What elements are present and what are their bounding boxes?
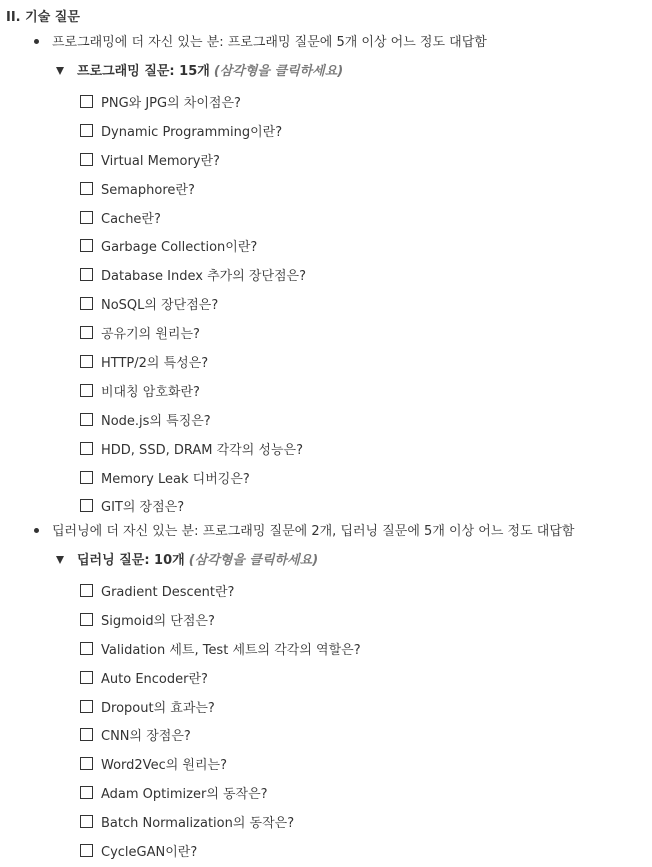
programming-question-list <box>80 87 306 520</box>
checklist-item-label: Node.js의 특징은? <box>101 413 211 429</box>
checklist-item <box>80 692 361 721</box>
checklist-item <box>80 203 306 232</box>
checklist-item <box>80 434 306 463</box>
checkbox[interactable] <box>80 239 93 252</box>
summary-title: 프로그래밍 질문: 15개 <box>77 64 210 79</box>
checklist-item-label: CycleGAN이란? <box>101 844 198 860</box>
checklist-item-label: Word2Vec의 원리는? <box>101 758 227 774</box>
checklist-item-label: 비대칭 암호화란? <box>101 384 200 400</box>
summary-hint: (삼각형을 클릭하세요) <box>188 553 319 568</box>
checklist-item-label: NoSQL의 장단점은? <box>101 298 219 314</box>
checkbox[interactable] <box>80 786 93 799</box>
checkbox[interactable] <box>80 413 93 426</box>
checklist-item <box>80 260 306 289</box>
checklist-item <box>80 491 306 520</box>
summary-title: 딥러닝 질문: 10개 <box>77 553 185 568</box>
checklist-item <box>80 836 361 865</box>
checklist-item <box>80 289 306 318</box>
checklist-item-label: Validation 세트, Test 세트의 각각의 역할은? <box>101 642 361 658</box>
checklist-item <box>80 116 306 145</box>
checklist-item <box>80 749 361 778</box>
checkbox[interactable] <box>80 471 93 484</box>
bullet-item-programming <box>34 33 487 53</box>
checklist-item-label: Semaphore란? <box>101 182 195 198</box>
checkbox[interactable] <box>80 268 93 281</box>
checklist-item <box>80 231 306 260</box>
bullet-item-deep-learning <box>34 522 574 542</box>
checkbox[interactable] <box>80 442 93 455</box>
checklist-item <box>80 807 361 836</box>
details-summary-programming[interactable] <box>56 62 343 82</box>
checklist-item <box>80 634 361 663</box>
checklist-item-label: Virtual Memory란? <box>101 153 220 169</box>
checklist-item-label: Memory Leak 디버깅은? <box>101 471 250 487</box>
checklist-item-label: HDD, SSD, DRAM 각각의 성능은? <box>101 442 303 458</box>
checkbox[interactable] <box>80 95 93 108</box>
checklist-item-label: GIT의 장점은? <box>101 500 185 516</box>
checklist-item-label: PNG와 JPG의 차이점은? <box>101 95 241 111</box>
checklist-item <box>80 605 361 634</box>
checkbox[interactable] <box>80 642 93 655</box>
checkbox[interactable] <box>80 211 93 224</box>
checkbox[interactable] <box>80 297 93 310</box>
checklist-item-label: Dropout의 효과는? <box>101 700 215 716</box>
checklist-item-label: Batch Normalization의 동작은? <box>101 816 295 832</box>
checkbox[interactable] <box>80 815 93 828</box>
checklist-item <box>80 174 306 203</box>
section-heading: II. 기술 질문 <box>6 10 80 25</box>
checklist-item <box>80 145 306 174</box>
checklist-item-label: Cache란? <box>101 211 161 227</box>
checkbox[interactable] <box>80 728 93 741</box>
disclosure-triangle-icon[interactable] <box>56 556 64 564</box>
checklist-item <box>80 347 306 376</box>
checkbox[interactable] <box>80 613 93 626</box>
checklist-item-label: HTTP/2의 특성은? <box>101 355 209 371</box>
bullet-text: 딥러닝에 더 자신 있는 분: 프로그래밍 질문에 2개, 딥러닝 질문에 5개 이상 어느 정도 대답함 <box>52 524 575 539</box>
checkbox[interactable] <box>80 182 93 195</box>
checkbox[interactable] <box>80 153 93 166</box>
checkbox[interactable] <box>80 384 93 397</box>
details-summary-deep-learning[interactable] <box>56 551 318 571</box>
checklist-item-label: 공유기의 원리는? <box>101 327 200 343</box>
bullet-dot-icon <box>34 528 39 533</box>
checkbox[interactable] <box>80 124 93 137</box>
checklist-item <box>80 720 361 749</box>
checklist-item-label: Dynamic Programming이란? <box>101 124 283 140</box>
checklist-item <box>80 463 306 492</box>
checkbox[interactable] <box>80 844 93 857</box>
checklist-item <box>80 318 306 347</box>
summary-hint: (삼각형을 클릭하세요) <box>213 64 344 79</box>
checklist-item <box>80 778 361 807</box>
checklist-item <box>80 405 306 434</box>
checklist-item-label: Adam Optimizer의 동작은? <box>101 787 268 803</box>
checklist-item-label: Database Index 추가의 장단점은? <box>101 269 307 285</box>
disclosure-triangle-icon[interactable] <box>56 67 64 75</box>
checklist-item-label: Sigmoid의 단점은? <box>101 613 215 629</box>
checkbox[interactable] <box>80 326 93 339</box>
checkbox[interactable] <box>80 700 93 713</box>
bullet-dot-icon <box>34 39 39 44</box>
checklist-item-label: Garbage Collection이란? <box>101 240 258 256</box>
checklist-item <box>80 87 306 116</box>
checkbox[interactable] <box>80 499 93 512</box>
checklist-item <box>80 576 361 605</box>
checklist-item <box>80 663 361 692</box>
bullet-text: 프로그래밍에 더 자신 있는 분: 프로그래밍 질문에 5개 이상 어느 정도 대답함 <box>52 35 487 50</box>
checkbox[interactable] <box>80 355 93 368</box>
checkbox[interactable] <box>80 757 93 770</box>
checklist-item-label: CNN의 장점은? <box>101 729 191 745</box>
checklist-item <box>80 376 306 405</box>
deep-learning-question-list <box>80 576 361 865</box>
checkbox[interactable] <box>80 671 93 684</box>
checklist-item-label: Gradient Descent란? <box>101 584 235 600</box>
checklist-item-label: Auto Encoder란? <box>101 671 208 687</box>
checkbox[interactable] <box>80 584 93 597</box>
